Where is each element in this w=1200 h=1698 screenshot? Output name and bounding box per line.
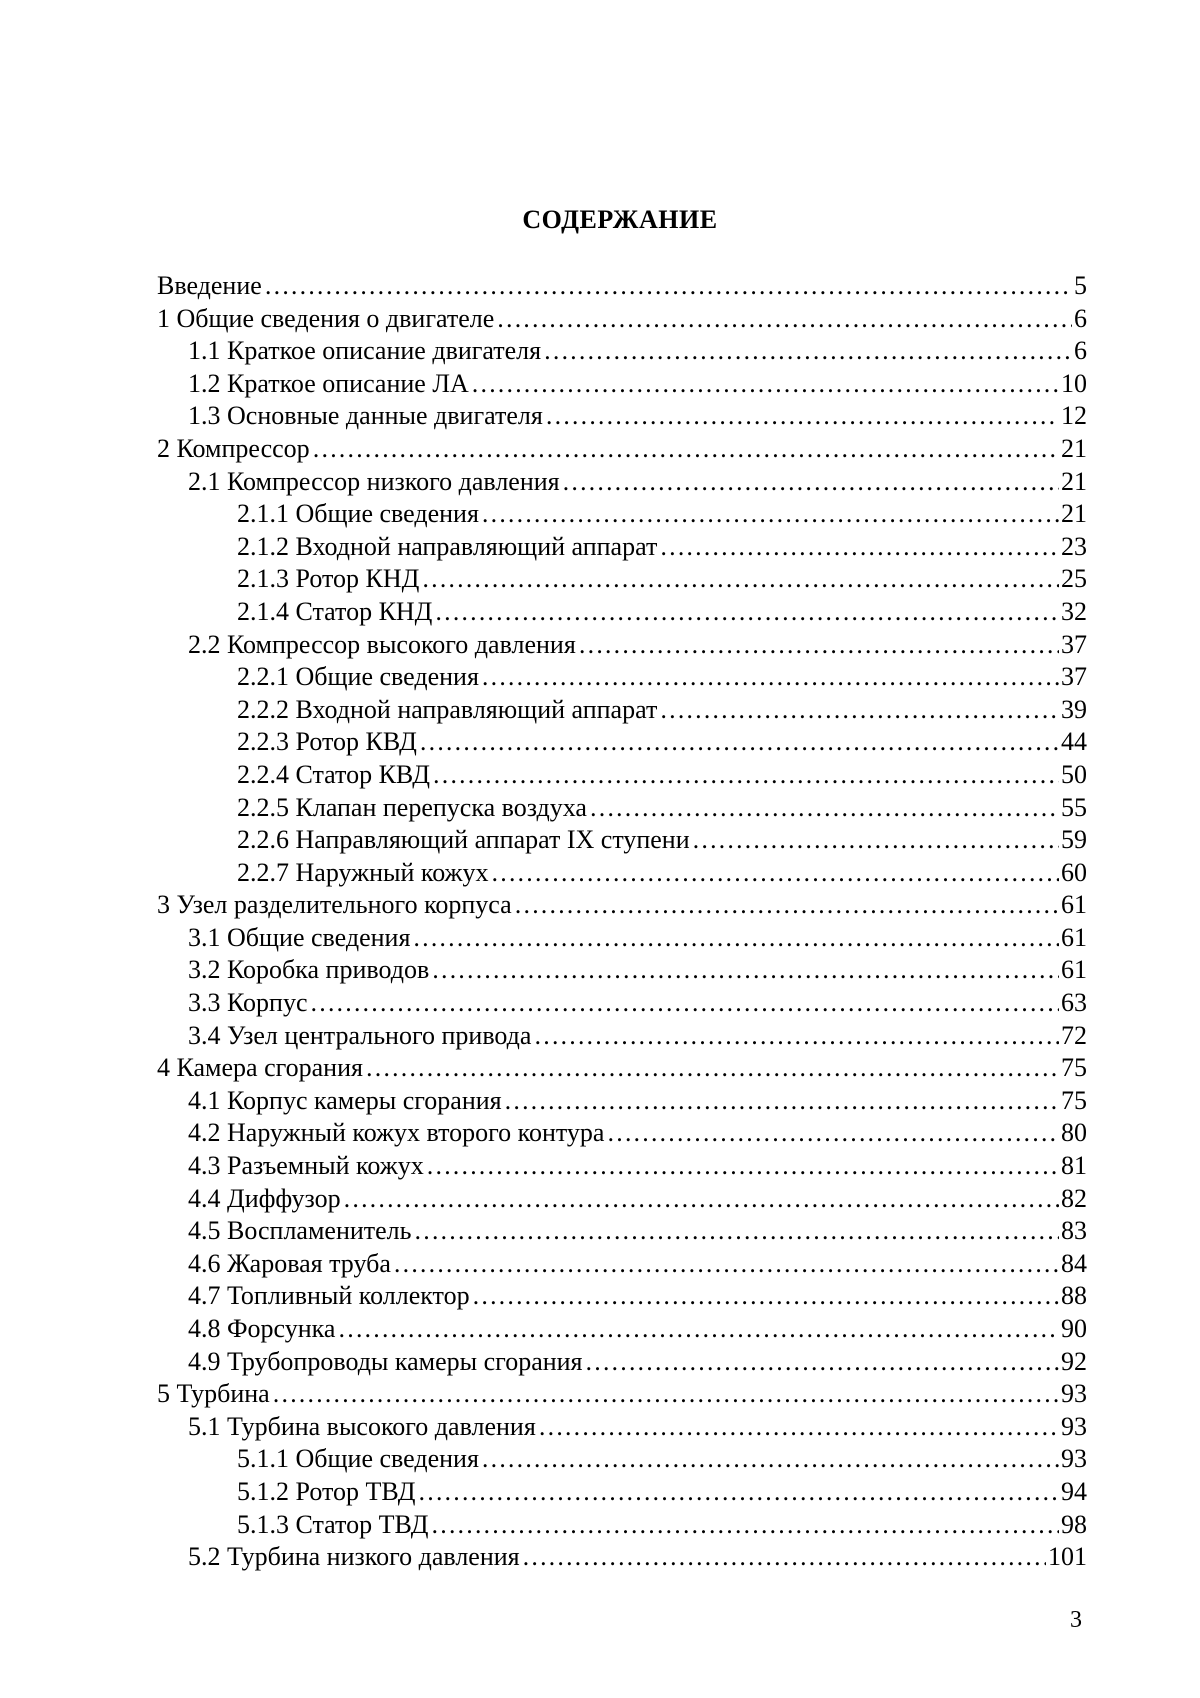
toc-entry-label: 3.3 Корпус [188, 988, 308, 1018]
toc-entry-label: 5.2 Турбина низкого давления [188, 1542, 520, 1572]
toc-dot-leader [393, 1248, 1059, 1281]
toc-dot-leader [365, 1052, 1059, 1085]
toc-entry-label: 1.3 Основные данные двигателя [188, 401, 543, 431]
toc-dot-leader [343, 1183, 1059, 1216]
toc-entry-page: 21 [1061, 466, 1087, 496]
toc-dot-leader [514, 889, 1059, 922]
toc-entry [157, 987, 1087, 1020]
toc-entry-page: 39 [1061, 694, 1087, 724]
toc-entry-page: 101 [1048, 1542, 1087, 1572]
toc-entry [157, 1052, 1087, 1085]
toc-dot-leader [431, 1509, 1059, 1542]
toc-entry [157, 694, 1087, 727]
toc-entry-label: 2.2.3 Ротор КВД [237, 727, 417, 757]
toc-entry [157, 1248, 1087, 1281]
table-of-contents [157, 270, 1087, 1574]
toc-entry-page: 12 [1061, 401, 1087, 431]
toc-entry-page: 61 [1061, 922, 1087, 952]
page-title: СОДЕРЖАНИЕ [522, 205, 718, 234]
toc-entry [157, 1346, 1087, 1379]
toc-entry [157, 433, 1087, 466]
toc-entry [157, 531, 1087, 564]
toc-entry-label: 4 Камера сгорания [157, 1053, 363, 1083]
toc-entry-label: 4.7 Топливный коллектор [188, 1281, 470, 1311]
toc-entry-page: 61 [1061, 955, 1087, 985]
toc-entry-page: 55 [1061, 792, 1087, 822]
toc-dot-leader [414, 1215, 1059, 1248]
toc-entry-page: 21 [1061, 499, 1087, 529]
toc-dot-leader [606, 1117, 1059, 1150]
toc-entry-page: 94 [1061, 1476, 1087, 1506]
toc-entry-page: 93 [1061, 1379, 1087, 1409]
toc-dot-leader [504, 1085, 1059, 1118]
toc-entry [157, 889, 1087, 922]
toc-dot-leader [426, 1150, 1059, 1183]
toc-entry-label: 2.1 Компрессор низкого давления [188, 466, 560, 496]
toc-dot-leader [412, 922, 1059, 955]
toc-entry [157, 759, 1087, 792]
toc-dot-leader [312, 433, 1059, 466]
toc-dot-leader [471, 368, 1059, 401]
page-number: 3 [1070, 1607, 1082, 1633]
toc-entry [157, 954, 1087, 987]
toc-entry [157, 661, 1087, 694]
toc-entry [157, 1020, 1087, 1053]
toc-entry [157, 270, 1087, 303]
toc-entry-label: 1.2 Краткое описание ЛА [188, 368, 469, 398]
toc-entry [157, 629, 1087, 662]
toc-entry-label: 4.6 Жаровая труба [188, 1248, 391, 1278]
toc-entry [157, 498, 1087, 531]
toc-dot-leader [472, 1280, 1059, 1313]
toc-entry [157, 303, 1087, 336]
toc-entry-page: 37 [1061, 662, 1087, 692]
toc-entry [157, 922, 1087, 955]
toc-dot-leader [419, 726, 1059, 759]
toc-dot-leader [417, 1476, 1059, 1509]
toc-entry-label: 2.2.6 Направляющий аппарат IX ступени [237, 825, 690, 855]
toc-entry-page: 50 [1061, 759, 1087, 789]
toc-entry-label: 2.2 Компрессор высокого давления [188, 629, 576, 659]
toc-entry-page: 83 [1061, 1216, 1087, 1246]
toc-entry [157, 1509, 1087, 1542]
toc-entry-page: 80 [1061, 1118, 1087, 1148]
toc-entry-label: 2.2.5 Клапан перепуска воздуха [237, 792, 587, 822]
toc-dot-leader [481, 1443, 1059, 1476]
toc-entry-label: 1.1 Краткое описание двигателя [188, 336, 542, 366]
toc-entry [157, 563, 1087, 596]
toc-entry-page: 93 [1061, 1444, 1087, 1474]
toc-dot-leader [481, 661, 1059, 694]
toc-dot-leader [432, 759, 1059, 792]
toc-dot-leader [264, 270, 1072, 303]
toc-entry-page: 60 [1061, 857, 1087, 887]
toc-dot-leader [692, 824, 1059, 857]
toc-entry [157, 726, 1087, 759]
toc-entry-page: 61 [1061, 890, 1087, 920]
toc-dot-leader [545, 400, 1059, 433]
toc-entry-label: 2.1.3 Ротор КНД [237, 564, 420, 594]
toc-entry-page: 5 [1074, 271, 1087, 300]
toc-entry-label: 5.1 Турбина высокого давления [188, 1411, 536, 1441]
toc-entry [157, 466, 1087, 499]
toc-entry-page: 88 [1061, 1281, 1087, 1311]
toc-entry [157, 1280, 1087, 1313]
toc-entry-label: 2.2.1 Общие сведения [237, 662, 479, 692]
toc-entry [157, 857, 1087, 890]
toc-dot-leader [421, 563, 1059, 596]
toc-dot-leader [496, 303, 1072, 336]
toc-entry-page: 10 [1061, 368, 1087, 398]
toc-entry-page: 25 [1061, 564, 1087, 594]
toc-dot-leader [659, 694, 1059, 727]
toc-dot-leader [481, 498, 1059, 531]
toc-dot-leader [272, 1378, 1059, 1411]
toc-entry-page: 75 [1061, 1085, 1087, 1115]
toc-entry-label: 3 Узел разделительного корпуса [157, 890, 512, 920]
toc-entry [157, 368, 1087, 401]
toc-entry-label: 4.5 Воспламенитель [188, 1216, 412, 1246]
toc-dot-leader [522, 1541, 1046, 1574]
toc-entry-page: 23 [1061, 531, 1087, 561]
toc-dot-leader [659, 531, 1059, 564]
toc-entry-label: 1 Общие сведения о двигателе [157, 303, 495, 333]
toc-entry-page: 82 [1061, 1183, 1087, 1213]
toc-entry-label: 2.2.2 Входной направляющий аппарат [237, 694, 658, 724]
toc-entry-label: 4.1 Корпус камеры сгорания [188, 1085, 502, 1115]
toc-dot-leader [310, 987, 1059, 1020]
toc-entry-label: 2.2.4 Статор КВД [237, 759, 430, 789]
toc-entry-page: 32 [1061, 596, 1087, 626]
toc-entry [157, 1476, 1087, 1509]
toc-dot-leader [543, 335, 1072, 368]
toc-entry [157, 596, 1087, 629]
toc-entry-label: 4.9 Трубопроводы камеры сгорания [188, 1346, 583, 1376]
toc-entry [157, 792, 1087, 825]
toc-entry-label: 5.1.1 Общие сведения [237, 1444, 479, 1474]
toc-entry-label: 4.8 Форсунка [188, 1314, 336, 1343]
toc-entry-page: 6 [1074, 303, 1087, 333]
toc-entry-page: 81 [1061, 1151, 1087, 1181]
toc-entry-page: 6 [1074, 336, 1087, 366]
toc-entry [157, 1085, 1087, 1118]
toc-entry-label: 2.2.7 Наружный кожух [237, 857, 489, 887]
toc-entry [157, 1378, 1087, 1411]
toc-entry [157, 335, 1087, 368]
toc-entry-label: 4.4 Диффузор [188, 1183, 341, 1213]
toc-dot-leader [578, 629, 1059, 662]
toc-entry-page: 93 [1061, 1411, 1087, 1441]
toc-entry-page: 72 [1061, 1020, 1087, 1050]
toc-dot-leader [585, 1346, 1059, 1379]
toc-entry-label: 5 Турбина [157, 1379, 270, 1409]
toc-entry-label: 5.1.2 Ротор ТВД [237, 1476, 416, 1506]
toc-entry-label: 3.4 Узел центрального привода [188, 1020, 532, 1050]
toc-entry [157, 1443, 1087, 1476]
toc-dot-leader [562, 466, 1059, 499]
toc-entry-page: 92 [1061, 1346, 1087, 1376]
toc-entry-page: 59 [1061, 825, 1087, 855]
toc-dot-leader [434, 596, 1059, 629]
toc-dot-leader [538, 1411, 1059, 1444]
toc-dot-leader [589, 792, 1059, 825]
toc-entry-label: 5.1.3 Статор ТВД [237, 1509, 429, 1539]
toc-entry-page: 37 [1061, 629, 1087, 659]
toc-dot-leader [533, 1020, 1059, 1053]
toc-entry-page: 84 [1061, 1248, 1087, 1278]
toc-entry [157, 1150, 1087, 1183]
toc-entry [157, 400, 1087, 433]
toc-entry-label: 2.1.1 Общие сведения [237, 499, 479, 529]
toc-dot-leader [491, 857, 1059, 890]
toc-entry [157, 1313, 1087, 1346]
toc-entry-label: 4.2 Наружный кожух второго контура [188, 1118, 605, 1148]
toc-entry-page: 44 [1061, 727, 1087, 757]
toc-entry-label: 3.1 Общие сведения [188, 922, 411, 952]
toc-entry-label: Введение [157, 271, 262, 300]
toc-entry-page: 75 [1061, 1053, 1087, 1083]
toc-dot-leader [431, 954, 1059, 987]
toc-entry-page: 98 [1061, 1509, 1087, 1539]
toc-entry [157, 1215, 1087, 1248]
toc-entry-label: 2 Компрессор [157, 433, 310, 463]
toc-entry-page: 90 [1061, 1314, 1087, 1343]
toc-entry [157, 1541, 1087, 1574]
toc-entry-label: 3.2 Коробка приводов [188, 955, 430, 985]
toc-entry-page: 63 [1061, 988, 1087, 1018]
toc-entry [157, 1411, 1087, 1444]
toc-entry-page: 21 [1061, 433, 1087, 463]
toc-entry [157, 824, 1087, 857]
toc-entry [157, 1117, 1087, 1150]
toc-entry-label: 4.3 Разъемный кожух [188, 1151, 424, 1181]
toc-entry-label: 2.1.2 Входной направляющий аппарат [237, 531, 658, 561]
toc-dot-leader [337, 1313, 1059, 1346]
toc-entry [157, 1183, 1087, 1216]
toc-entry-label: 2.1.4 Статор КНД [237, 596, 433, 626]
